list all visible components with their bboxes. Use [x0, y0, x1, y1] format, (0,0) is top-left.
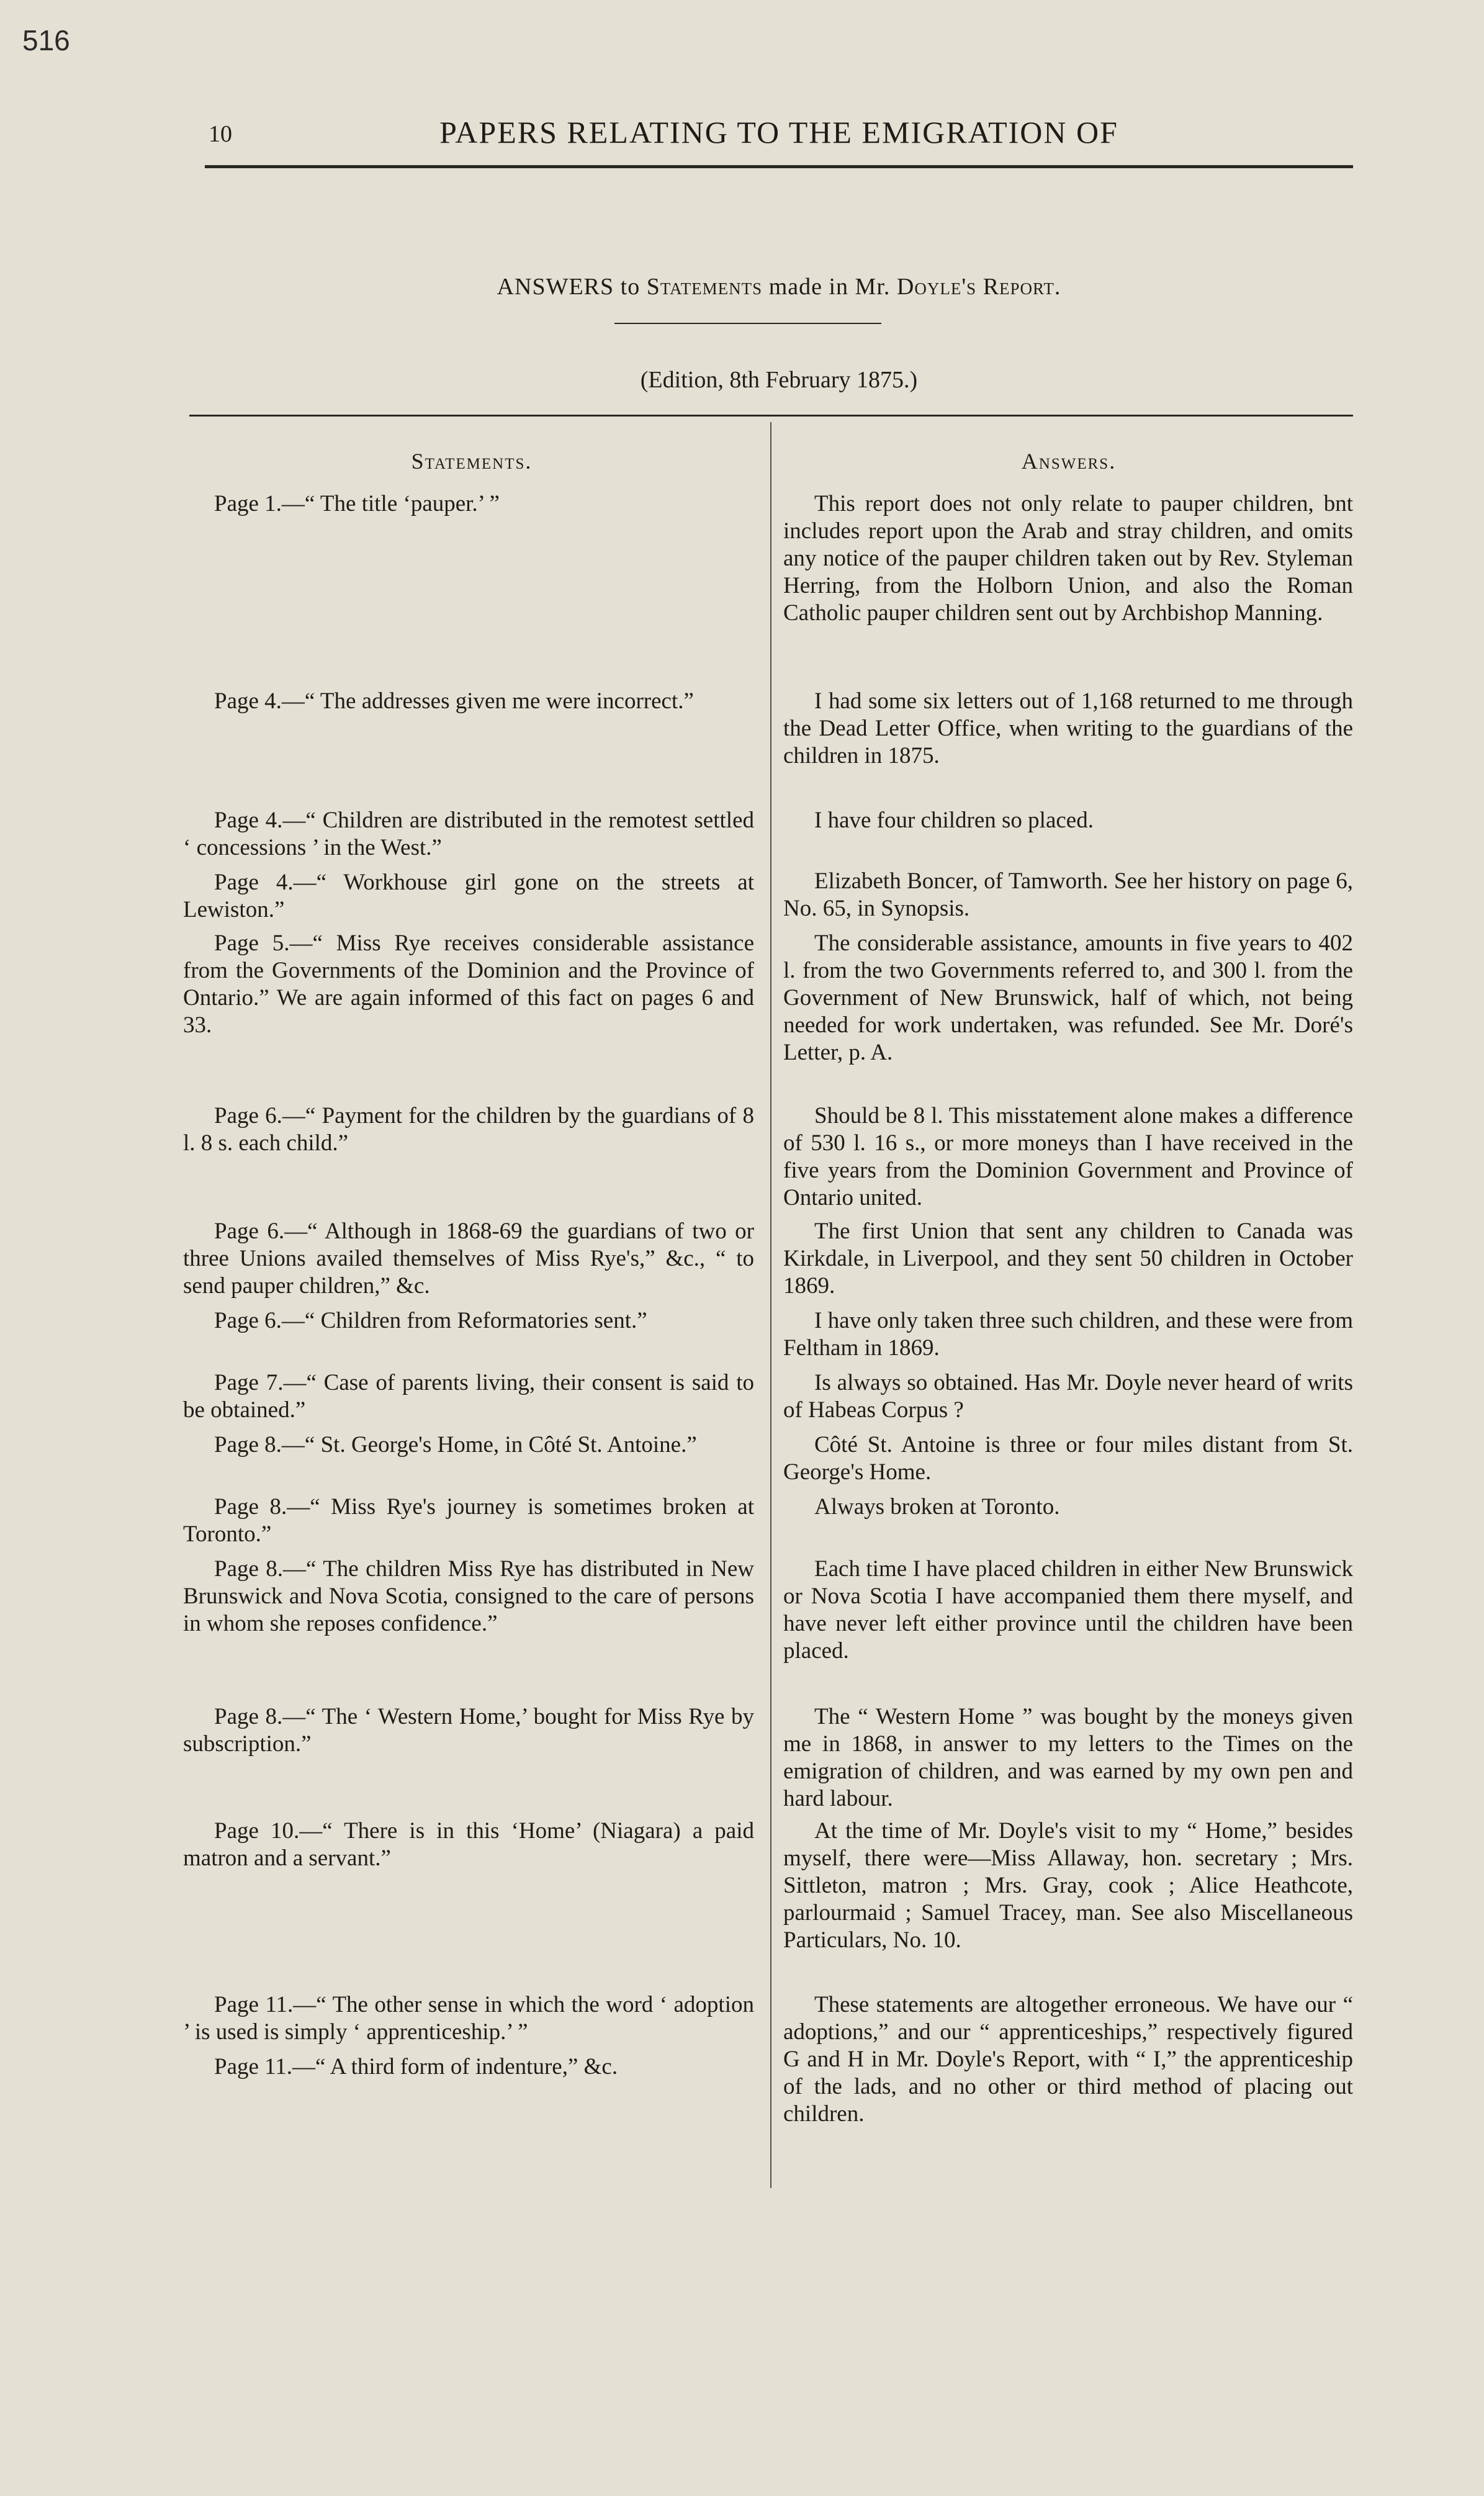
answer-11: Always broken at Toronto.	[814, 1494, 1060, 1520]
statement-8: Page 6.—“ Children from Reformatories sent.”	[214, 1308, 647, 1333]
answer-4: Elizabeth Boncer, of Tamworth. See her history on page 6, No. 65, in Synopsis.	[783, 868, 1353, 921]
answer-12: Each time I have placed children in either New Brunswick or Nova Scotia I have accompanied them there myself, and have never left either province until the children have been placed.	[783, 1556, 1353, 1664]
answer-13: The “ Western Home ” was bought by the moneys given me in 1868, in answer to my letters to the Times on the emigration of children, and was earned by my own pen and hard labour.	[783, 1704, 1353, 1811]
archive-page-stamp: 516	[22, 24, 70, 56]
answer-9: Is always so obtained. Has Mr. Doyle never heard of writs of Habeas Corpus ?	[783, 1370, 1353, 1423]
answer-7: The first Union that sent any children to Canada was Kirkdale, in Liverpool, and they sent 50 children in October 1869.	[783, 1219, 1353, 1299]
answer-10: Côté St. Antoine is three or four miles distant from St. George's Home.	[783, 1432, 1353, 1485]
answer-3: I have four children so placed.	[814, 808, 1094, 833]
running-header	[205, 110, 1353, 154]
statement-12: Page 8.—“ The children Miss Rye has distributed in New Brunswick and Nova Scotia, consigned to the care of persons in whom she reposes confidence.”	[183, 1556, 754, 1636]
statement-6: Page 6.—“ Payment for the children by the guardians of 8 l. 8 s. each child.”	[183, 1103, 754, 1156]
statement-3: Page 4.—“ Children are distributed in the remotest settled ‘ concessions ’ in the West.”	[183, 808, 754, 860]
statements-heading: Statements.	[411, 449, 533, 474]
header-rule	[205, 165, 1353, 168]
statement-1: Page 1.—“ The title ‘pauper.’ ”	[214, 491, 500, 516]
statement-14: Page 10.—“ There is in this ‘Home’ (Niagara) a paid matron and a servant.”	[183, 1818, 754, 1871]
statement-16: Page 11.—“ A third form of indenture,” &c.	[214, 2054, 618, 2079]
title-answers: ANSWERS	[497, 274, 614, 300]
statement-13: Page 8.—“ The ‘ Western Home,’ bought for Miss Rye by subscription.”	[183, 1704, 754, 1757]
title-statements: Statements	[646, 274, 763, 300]
column-divider	[770, 422, 771, 2188]
answer-1: This report does not only relate to pauper children, bnt includes report upon the Arab and stray children, and omits any notice of the pauper children taken out by Rev. Styleman Herring, from the Holborn Union, and also the Roman Catholic pauper children sent out by Archbishop Manning.	[783, 491, 1353, 626]
statement-9: Page 7.—“ Case of parents living, their consent is said to be obtained.”	[183, 1370, 754, 1423]
statement-5: Page 5.—“ Miss Rye receives considerable assistance from the Governments of the Dominion and the Province of Ontario.” We are again informed of this fact on pages 6 and 33.	[183, 930, 754, 1038]
statement-2: Page 4.—“ The addresses given me were incorrect.”	[214, 688, 694, 714]
statement-10: Page 8.—“ St. George's Home, in Côté St. Antoine.”	[214, 1432, 697, 1458]
answer-8: I have only taken three such children, and these were from Feltham in 1869.	[783, 1308, 1353, 1361]
answer-15: These statements are altogether erroneous. We have our “ adoptions,” and our “ apprenticeships,” respectively figured G and H in Mr. Doyle's Report, with “ I,” the apprenticeship of the lads, and no other or third method of placing out children.	[783, 1992, 1353, 2127]
statement-7: Page 6.—“ Although in 1868-69 the guardians of two or three Unions availed themselves of Miss Rye's,” &c., “ to send pauper children,” &c.	[183, 1219, 754, 1299]
title-made: made in Mr.	[768, 274, 891, 300]
statement-15: Page 11.—“ The other sense in which the word ‘ adoption ’ is used is simply ‘ apprenticeship.’ ”	[183, 1992, 754, 2045]
answer-2: I had some six letters out of 1,168 returned to me through the Dead Letter Office, when writing to the guardians of the children in 1875.	[783, 688, 1353, 768]
statement-4: Page 4.—“ Workhouse girl gone on the streets at Lewiston.”	[183, 870, 754, 922]
title-report: Report.	[983, 274, 1061, 300]
title-to: to	[620, 274, 641, 300]
title-rule	[614, 323, 881, 324]
edition-line: (Edition, 8th February 1875.)	[640, 367, 918, 393]
answer-14: At the time of Mr. Doyle's visit to my “ Home,” besides myself, there were—Miss Allaway, hon. secretary ; Mrs. Sittleton, matron ; Mrs. Gray, cook ; Alice Heathcote, parlourmaid ; Samuel Tracey, man. See also Miscellaneous Particulars, No. 10.	[783, 1818, 1353, 1953]
answers-heading: Answers.	[1021, 449, 1117, 474]
statement-11: Page 8.—“ Miss Rye's journey is sometimes broken at Toronto.”	[183, 1494, 754, 1547]
table-top-rule	[189, 415, 1353, 417]
answer-5: The considerable assistance, amounts in five years to 402 l. from the two Governments referred to, and 300 l. from the Government of New Brunswick, half of which, not being needed for work undertaken, was refunded. See Mr. Doré's Letter, p. A.	[783, 930, 1353, 1065]
running-title: PAPERS RELATING TO THE EMIGRATION OF	[439, 115, 1118, 150]
title-doyle: Doyle's	[896, 274, 977, 300]
answer-6: Should be 8 l. This misstatement alone makes a difference of 530 l. 16 s., or more moneys than I have received in the five years from the Dominion Government and Province of Ontario united.	[783, 1103, 1353, 1210]
document-title	[205, 273, 1353, 300]
page-number: 10	[209, 121, 232, 147]
